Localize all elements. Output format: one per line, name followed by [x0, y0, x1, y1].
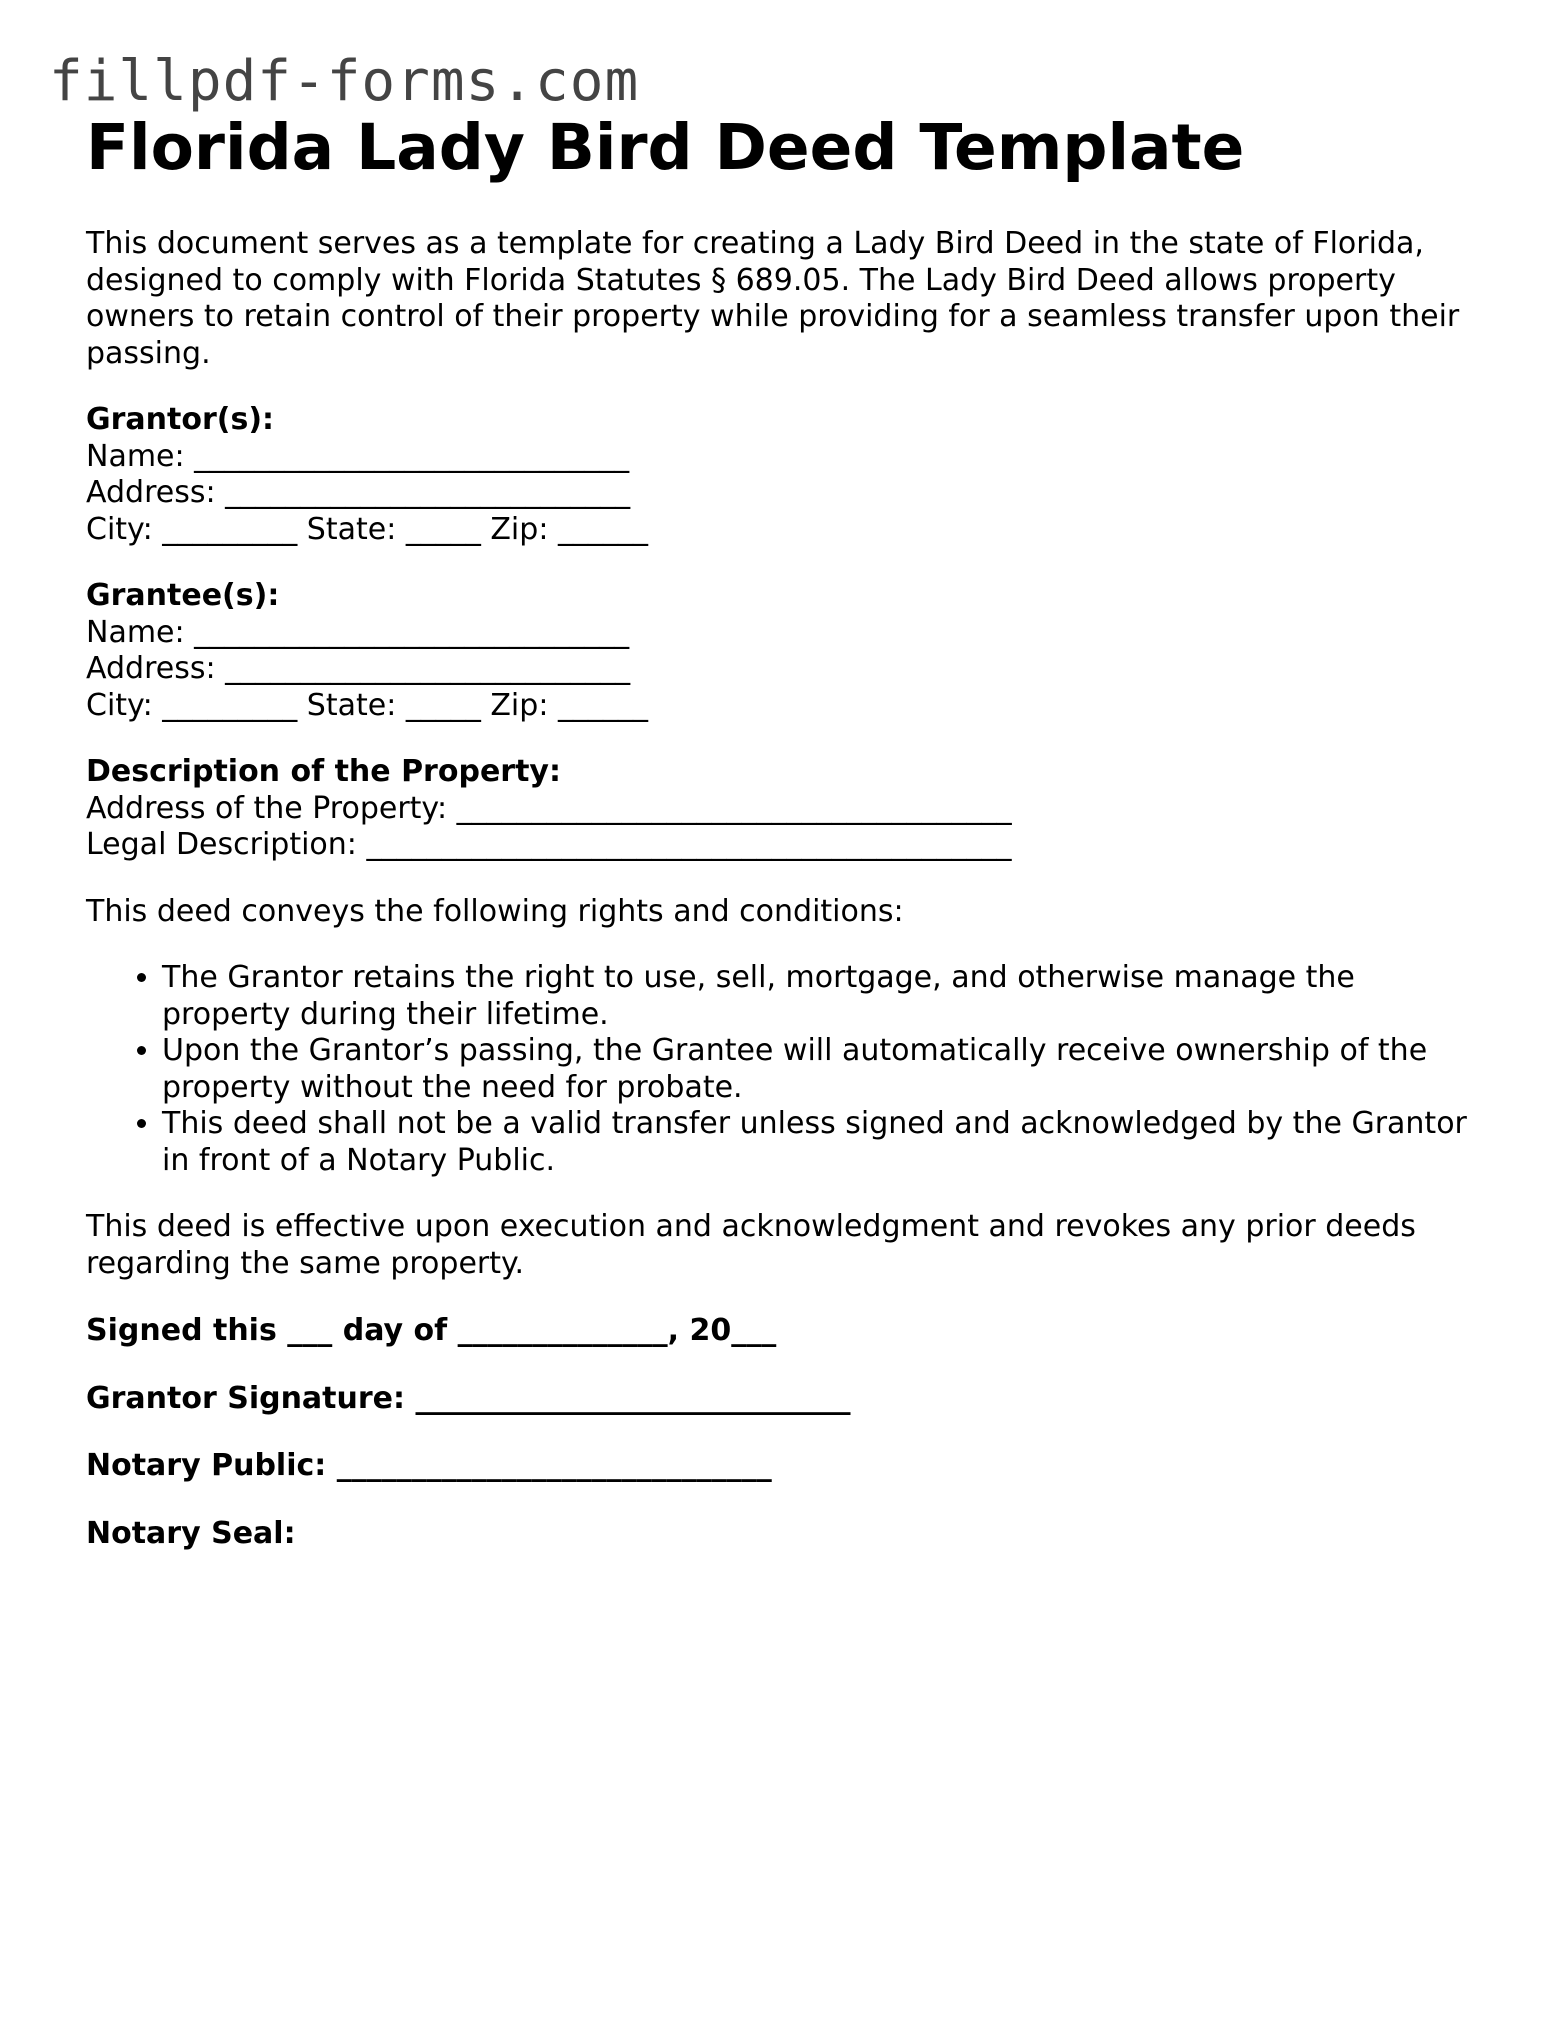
- rights-intro: This deed conveys the following rights and conditions:: [86, 893, 904, 929]
- grantor-heading: Grantor(s):: [86, 402, 275, 437]
- list-item: • Upon the Grantor’s passing, the Grantee will automatically receive ownership of the property without the need for probate.: [162, 1033, 1486, 1106]
- property-address-field[interactable]: Address of the Property: _____________________________________: [86, 790, 1012, 826]
- grantor-name-field[interactable]: Name: _____________________________: [86, 438, 630, 474]
- list-item: • This deed shall not be a valid transfer unless signed and acknowledged by the Grantor in front of a Notary Public.: [162, 1106, 1486, 1179]
- grantor-signature-field[interactable]: Grantor Signature: _____________________________: [86, 1380, 851, 1416]
- intro-paragraph: This document serves as a template for creating a Lady Bird Deed in the state of Florida, designed to comply with Florida Statutes § 689.05. The Lady Bird Deed allows property owners to retain control of their property while providing for a seamless transfer upon their passing.: [86, 226, 1460, 371]
- grantee-address-field[interactable]: Address: ___________________________: [86, 651, 631, 686]
- document-page: [86, 110, 1486, 1552]
- notary-seal-label: Notary Seal:: [86, 1515, 296, 1551]
- property-section: [86, 754, 1486, 864]
- legal-description-field[interactable]: Legal Description: ___________________________________________: [86, 827, 1012, 862]
- property-heading: Description of the Property:: [86, 754, 561, 789]
- grantee-name-field[interactable]: Name: _____________________________: [86, 614, 630, 650]
- grantee-city-state-zip-field[interactable]: City: _________ State: _____ Zip: ______: [86, 687, 648, 723]
- grantee-heading: Grantee(s):: [86, 578, 280, 613]
- effective-paragraph: This deed is effective upon execution and acknowledgment and revokes any prior deeds regarding the same property.: [86, 1209, 1416, 1281]
- grantor-section: [86, 402, 1486, 548]
- grantee-section: [86, 578, 1486, 724]
- watermark-logo: fillpdf-forms.com: [49, 49, 640, 114]
- grantor-city-state-zip-field[interactable]: City: _________ State: _____ Zip: ______: [86, 511, 648, 547]
- notary-public-field[interactable]: Notary Public: _____________________________: [86, 1448, 772, 1483]
- signed-date-field[interactable]: Signed this ___ day of ______________, 20___: [86, 1313, 777, 1348]
- grantor-address-field[interactable]: Address: ___________________________: [86, 475, 631, 510]
- rights-list: [86, 960, 1486, 1179]
- list-item: • The Grantor retains the right to use, sell, mortgage, and otherwise manage the property during their lifetime.: [162, 960, 1486, 1033]
- page-title: Florida Lady Bird Deed Template: [86, 111, 1245, 184]
